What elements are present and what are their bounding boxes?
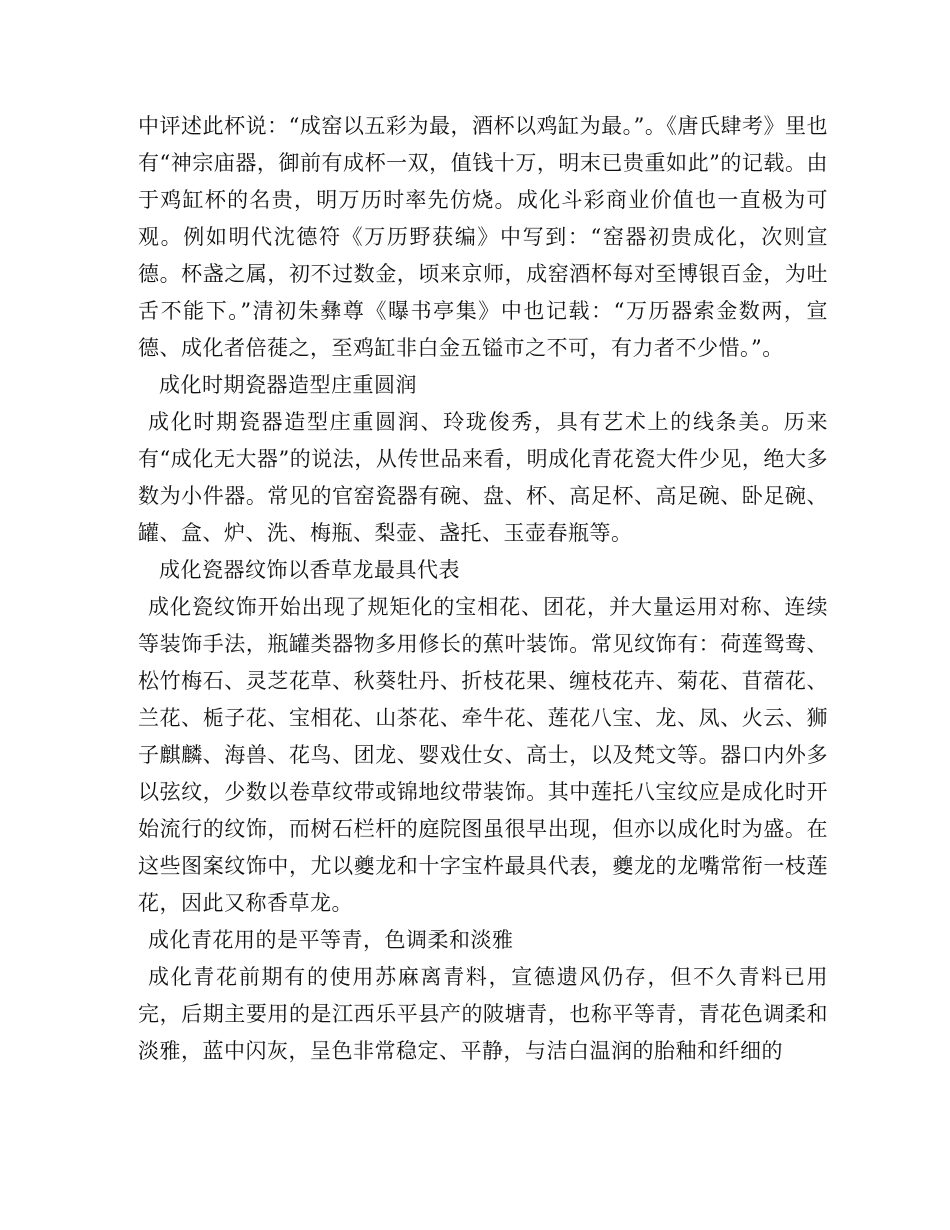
heading-decoration-motifs: 成化瓷器纹饰以香草龙最具代表	[159, 558, 460, 582]
paragraph-chenghua-valuation: 中评述此杯说：“成窑以五彩为最，酒杯以鸡缸为最。”。《唐氏肆考》里也有“神宗庙器，御前有成杯一双，值钱十万，明末已贵重如此”的记载。由于鸡缸杯的名贵，明万历时率先仿烧。成化斗彩商业价值也一直极为可观。例如明代沈德符《万历野获编》中写到：“窑器初贵成化，次则宣德。杯盏之属，初不过数金，顷来京师，成窑酒杯每对至博银百金，为吐舌不能下。”清初朱彝尊《曝书亭集》中也记载：“万历器索金数两，宣德、成化者倍蓰之，至鸡缸非白金五镒市之不可，有力者不少惜。”。	[138, 114, 828, 360]
paragraph-vessel-shapes: 成化时期瓷器造型庄重圆润、玲珑俊秀，具有艺术上的线条美。历来有“成化无大器”的说法，从传世品来看，明成化青花瓷大件少见，绝大多数为小件器。常见的官窑瓷器有碗、盘、杯、高足杯、高足碗、卧足碗、罐、盒、炉、洗、梅瓶、梨壶、盏托、玉壶春瓶等。	[138, 410, 828, 545]
paragraph-blue-pigment: 成化青花前期有的使用苏麻离青料，宣德遗风仍存，但不久青料已用完，后期主要用的是江西乐平县产的陂塘青，也称平等青，青花色调柔和淡雅，蓝中闪灰，呈色非常稳定、平静，与洁白温润的胎釉和纤细的	[138, 965, 828, 1063]
document-body	[138, 108, 828, 1070]
paragraph-decoration-motifs: 成化瓷纹饰开始出现了规矩化的宝相花、团花，并大量运用对称、连续等装饰手法，瓶罐类器物多用修长的蕉叶装饰。常见纹饰有：荷莲鸳鸯、松竹梅石、灵芝花草、秋葵牡丹、折枝花果、缠枝花卉、菊花、苜蓿花、兰花、栀子花、宝相花、山茶花、牵牛花、莲花八宝、龙、凤、火云、狮子麒麟、海兽、花鸟、团龙、婴戏仕女、高士，以及梵文等。器口内外多以弦纹，少数以卷草纹带或锦地纹带装饰。其中莲托八宝纹应是成化时开始流行的纹饰，而树石栏杆的庭院图虽很早出现，但亦以成化时为盛。在这些图案纹饰中，尤以夔龙和十字宝杵最具代表，夔龙的龙嘴常衔一枝莲花，因此又称香草龙。	[138, 595, 828, 915]
heading-vessel-shapes: 成化时期瓷器造型庄重圆润	[159, 373, 417, 397]
heading-blue-pigment: 成化青花用的是平等青，色调柔和淡雅	[148, 928, 514, 952]
